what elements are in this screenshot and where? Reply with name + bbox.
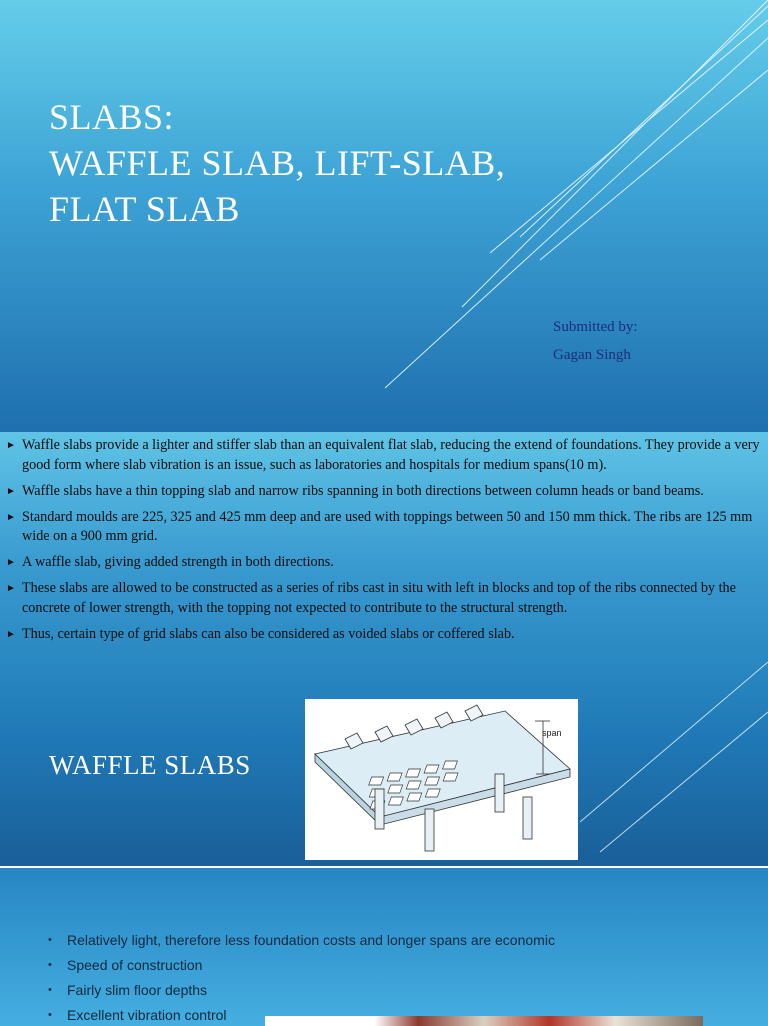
arrow-bullet-icon: ► [6,557,16,568]
advantages-list [48,928,555,1026]
arrow-bullet-icon: ► [6,511,16,523]
title-line-2: WAFFLE SLAB, LIFT-SLAB, [49,143,506,183]
title-line-3: FLAT SLAB [49,189,240,229]
submitted-label: Submitted by: [553,319,638,335]
author-name: Gagan Singh [553,347,631,363]
list-item: ► Thus, certain type of grid slabs can also be considered as voided slabs or coffered slab. [6,625,762,645]
bullet-list [6,436,762,651]
bullet-dot-icon: • [48,984,52,996]
list-item: ► These slabs are allowed to be constructed as a series of ribs cast in situ with left in blocks and top of the ribs connected by the concrete of lower strength, with the topping not expected to contribute to the structural strength. [6,580,736,616]
list-item: • Excellent vibration control [48,1003,555,1026]
list-item: ► Waffle slabs provide a lighter and stiffer slab than an equivalent flat slab, reducing the extend of foundations. They provide a very good form where slab vibration is an issue, such as laboratories and hospitals for medium spans(10 m). [6,437,760,473]
list-item: ► Standard moulds are 225, 325 and 425 mm deep and are used with toppings between 50 and 150 mm thick. The ribs are 125 mm wide on a 900 mm grid. [6,508,753,544]
list-item: • Speed of construction [48,953,555,978]
submitted-block [553,313,638,369]
list-item: • Fairly slim floor depths [48,978,555,1003]
bullet-dot-icon: • [48,1009,52,1021]
bullet-dot-icon: • [48,959,52,971]
title-slide [0,0,768,432]
construction-photo [265,1016,703,1026]
arrow-bullet-icon: ► [6,628,16,640]
arrow-bullet-icon: ► [6,583,16,594]
waffle-slab-figure [305,699,578,860]
waffle-slab-slide [0,432,768,866]
advantages-slide [0,866,768,1026]
page-title [49,94,505,232]
title-line-1: SLABS: [49,97,175,137]
list-item: ► A waffle slab, giving added strength in both directions. [6,553,762,573]
bullet-dot-icon: • [48,934,52,946]
arrow-bullet-icon: ► [6,440,16,451]
waffle-slab-diagram [305,699,578,860]
list-item: ► Waffle slabs have a thin topping slab and narrow ribs spanning in both directions between column heads or band beams. [6,482,762,502]
list-item: • Relatively light, therefore less foundation costs and longer spans are economic [48,928,555,953]
arrow-bullet-icon: ► [6,485,16,497]
section-title: WAFFLE SLABS [49,750,251,780]
span-label: span [542,728,562,738]
